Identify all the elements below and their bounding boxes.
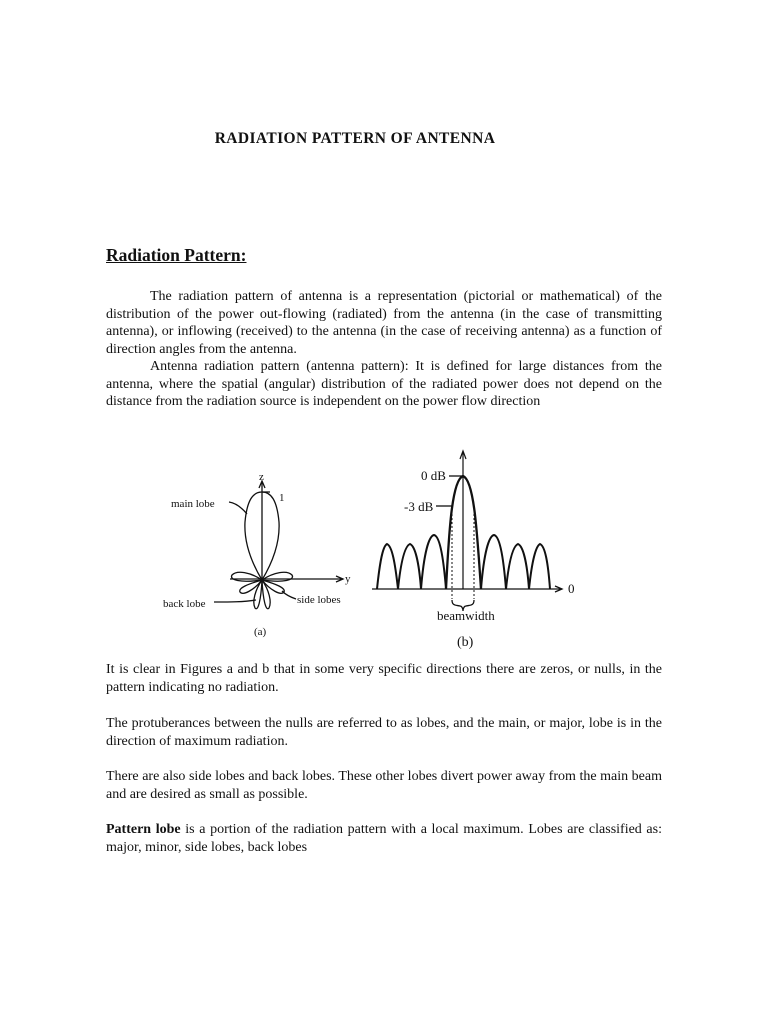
paragraph-lobes: The protuberances between the nulls are referred to as lobes, and the main, or major, lobe is in the direction of maximum radiation. [106, 716, 662, 749]
minus-3db-label: -3 dB [404, 499, 434, 514]
side-lobes-label: side lobes [297, 594, 341, 606]
figure-a-caption: (a) [254, 626, 267, 638]
paragraph-pattern-lobe [106, 821, 662, 856]
side-lobe-right-upper [262, 572, 292, 581]
main-lobe-leader [229, 502, 247, 514]
side-lobes-leader [282, 591, 296, 599]
figure-b [372, 451, 562, 611]
paragraph-nulls: It is clear in Figures a and b that in some very specific directions there are zeros, or nulls, in the pattern indicating no radiation. [106, 662, 662, 695]
pattern-lobe-left-1 [377, 544, 398, 589]
main-lobe-label: main lobe [171, 498, 215, 510]
pattern-lobe-right-3 [529, 544, 550, 589]
pattern-lobe-left-3 [421, 535, 446, 589]
beamwidth-label: beamwidth [437, 608, 495, 623]
section-heading: Radiation Pattern: [106, 245, 247, 265]
zero-db-label: 0 dB [421, 468, 446, 483]
baseline-zero-label: 0 [568, 581, 575, 596]
paragraph-antenna-pattern: Antenna radiation pattern (antenna pattern): It is defined for large distances from the antenna, where the spatial (angular) distribution of the radiated power does not depend on the distance from the radiation source is independent on the power flow direction [106, 359, 662, 409]
paragraph-definition: The radiation pattern of antenna is a representation (pictorial or mathematical) of the distribution of the power out-flowing (radiated) from the antenna (in the case of transmitting antenna), or inflowing (received) to the antenna (in the case of receiving antenna) as a function of direction angles from the antenna. [106, 289, 662, 357]
side-lobe-left-upper [232, 572, 262, 581]
paragraph-side-back-lobes: There are also side lobes and back lobes. These other lobes divert power away from the main beam and are desired as small as possible. [106, 769, 662, 802]
z-axis-label: z [259, 471, 264, 483]
back-lobe-label: back lobe [163, 598, 206, 610]
y-axis-label: y [345, 573, 351, 585]
pattern-lobe-term: Pattern lobe [106, 822, 181, 837]
back-lobe-leader [214, 600, 256, 602]
pattern-lobe-right-1 [481, 535, 506, 589]
document-title: RADIATION PATTERN OF ANTENNA [214, 130, 496, 147]
pattern-lobe-right-2 [506, 544, 529, 589]
pattern-lobe-left-2 [398, 544, 421, 589]
pattern-lobe-definition: is a portion of the radiation pattern with a local maximum. Lobes are classified as: major, minor, side lobes, back lobes [106, 822, 662, 855]
figure-b-caption: (b) [457, 635, 474, 650]
radiation-pattern-figure [0, 440, 768, 655]
unit-label: 1 [279, 492, 285, 504]
